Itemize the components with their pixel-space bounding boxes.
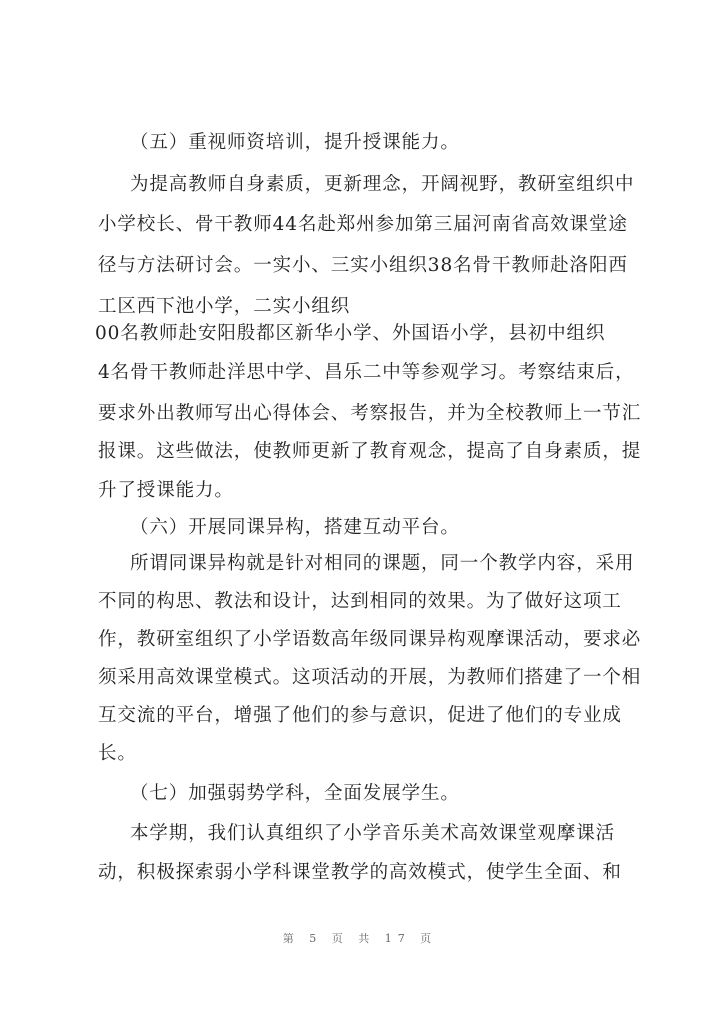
paragraph-line: 要求外出教师写出心得体会、考察报告，并为全校教师上一节汇	[98, 403, 642, 424]
paragraph-line: 长。	[98, 743, 137, 764]
page-footer: 第 5 页 共 17 页	[282, 932, 438, 945]
paragraph-line: 00名教师赴安阳殷都区新华小学、外国语小学，县初中组织	[95, 323, 606, 344]
paragraph-line: 4名骨干教师赴洋思中学、昌乐二中等参观学习。考察结束后，	[98, 362, 635, 383]
paragraph-line: 作，教研室组织了小学语数高年级同课异构观摩课活动，要求必	[98, 629, 642, 650]
paragraph-line: 报课。这些做法，使教师更新了教育观念，提高了自身素质，提	[98, 441, 642, 462]
paragraph-line: 升了授课能力。	[98, 480, 234, 501]
paragraph-line: 须采用高效课堂模式。这项活动的开展，为教师们搭建了一个相	[98, 667, 642, 688]
heading-7: （七）加强弱势学科，全面发展学生。	[130, 783, 460, 804]
paragraph-line: 动，积极探索弱小学科课堂教学的高效模式，使学生全面、和	[98, 862, 622, 883]
paragraph-line: 小学校长、骨干教师44名赴郑州参加第三届河南省高效课堂途	[98, 214, 628, 235]
heading-5: （五）重视师资培训，提升授课能力。	[130, 132, 460, 153]
paragraph-line: 不同的构思、教法和设计，达到相同的效果。为了做好这项工	[98, 591, 622, 612]
paragraph-line: 互交流的平台，增强了他们的参与意识，促进了他们的专业成	[98, 705, 622, 726]
paragraph-line: 所谓同课异构就是针对相同的课题，同一个教学内容，采用	[130, 553, 635, 574]
paragraph-line: 本学期，我们认真组织了小学音乐美术高效课堂观摩课活	[130, 823, 616, 844]
heading-6: （六）开展同课异构，搭建互动平台。	[130, 517, 460, 538]
paragraph-line: 工区西下池小学，二实小组织	[98, 296, 351, 317]
paragraph-line: 径与方法研讨会。一实小、三实小组织38名骨干教师赴洛阳西	[98, 255, 628, 276]
paragraph-line: 为提高教师自身素质，更新理念，开阔视野，教研室组织中	[130, 174, 635, 195]
